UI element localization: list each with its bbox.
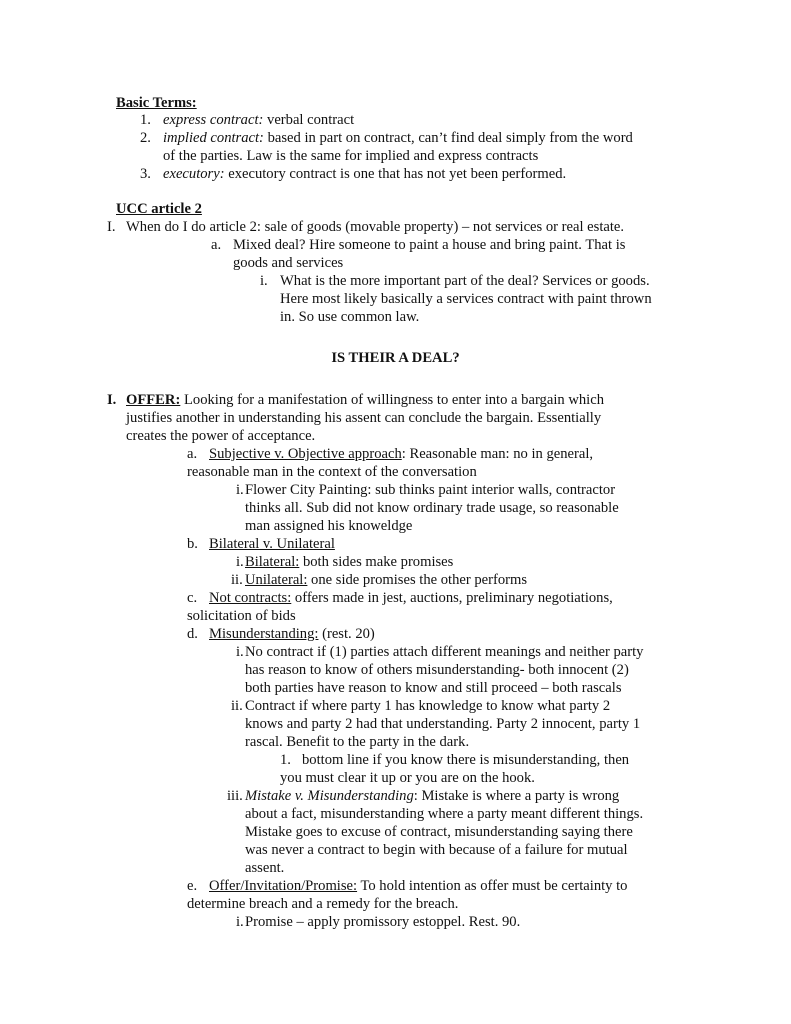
section-title: IS THEIR A DEAL? (331, 350, 460, 366)
list-number: d. (187, 626, 198, 642)
list-number: a. (211, 237, 222, 253)
basic-term-text: executory: executory contract is one that has not yet been performed. (163, 166, 567, 182)
list-number: I. (107, 392, 117, 408)
point-label: Mistake v. Misunderstanding (245, 788, 414, 804)
offer-e-subpoint-i: Promise – apply promissory estoppel. Rest. 90. (245, 914, 521, 930)
offer-d-subpoint-continuation: knows and party 2 had that understanding. Party 2 innocent, party 1 (245, 716, 641, 732)
ucc-point-a: Mixed deal? Hire someone to paint a house and bring paint. That is (233, 237, 626, 253)
offer-continuation: justifies another in understanding his assent can conclude the bargain. Essentially (126, 410, 602, 426)
offer-point-e: Offer/Invitation/Promise: To hold intention as offer must be certainty to (209, 878, 628, 894)
list-number: ii. (231, 698, 243, 714)
list-number: I. (107, 219, 116, 235)
offer-d-subpoint-continuation: Mistake goes to excuse of contract, misunderstanding saying there (245, 824, 633, 840)
list-number: a. (187, 446, 198, 462)
offer-d-subpoint-iii: Mistake v. Misunderstanding: Mistake is where a party is wrong (245, 788, 620, 804)
ucc-question: When do I do article 2: sale of goods (movable property) – not services or real estate. (126, 219, 625, 235)
term-label: express contract: (163, 112, 264, 128)
offer-point-a: Subjective v. Objective approach: Reasonable man: no in general, (209, 446, 594, 462)
offer-a-subpoint-continuation: thinks all. Sub did not know ordinary trade usage, so reasonable (245, 500, 619, 516)
list-number: 1. (280, 752, 291, 768)
offer-d-subpoint-i: No contract if (1) parties attach different meanings and neither party (245, 644, 644, 660)
point-label: Bilateral: (245, 554, 300, 570)
point-label: Subjective v. Objective approach (209, 446, 402, 462)
offer-point-a-continuation: reasonable man in the context of the conversation (187, 464, 477, 480)
basic-terms-heading: Basic Terms: (116, 95, 197, 111)
list-number: i. (236, 914, 244, 930)
list-number: i. (236, 644, 244, 660)
basic-term-continuation: of the parties. Law is the same for implied and express contracts (163, 148, 539, 164)
offer-d-subpoint-continuation: about a fact, misunderstanding where a party meant different things. (245, 806, 644, 822)
point-label: Not contracts: (209, 590, 292, 606)
list-number: c. (187, 590, 198, 606)
list-number: i. (236, 554, 244, 570)
offer-label: OFFER: (126, 392, 181, 408)
list-number: 1. (140, 112, 151, 128)
basic-term-text: implied contract: based in part on contract, can’t find deal simply from the word (163, 130, 633, 146)
offer-a-subpoint-continuation: man assigned his knoweldge (245, 518, 413, 534)
offer-heading-line: OFFER: Looking for a manifestation of willingness to enter into a bargain which (126, 392, 604, 408)
offer-point-e-continuation: determine breach and a remedy for the breach. (187, 896, 459, 912)
offer-d-ii-point-1: bottom line if you know there is misunderstanding, then (302, 752, 630, 768)
ucc-subpoint-i: What is the more important part of the deal? Services or goods. (280, 273, 650, 289)
ucc-subpoint-i-continuation: in. So use common law. (280, 309, 420, 325)
offer-point-c: Not contracts: offers made in jest, auctions, preliminary negotiations, (209, 590, 613, 606)
list-number: iii. (227, 788, 243, 804)
ucc-heading: UCC article 2 (116, 201, 202, 217)
offer-d-subpoint-continuation: both parties have reason to know and still proceed – both rascals (245, 680, 622, 696)
offer-d-subpoint-ii: Contract if where party 1 has knowledge to know what party 2 (245, 698, 611, 714)
list-number: b. (187, 536, 198, 552)
term-label: implied contract: (163, 130, 264, 146)
offer-d-subpoint-continuation: has reason to know of others misunderstanding- both innocent (2) (245, 662, 629, 678)
term-label: executory: (163, 166, 225, 182)
offer-d-ii-point-1-continuation: you must clear it up or you are on the hook. (280, 770, 535, 786)
offer-a-subpoint-i: Flower City Painting: sub thinks paint interior walls, contractor (245, 482, 616, 498)
list-number: ii. (231, 572, 243, 588)
ucc-subpoint-i-continuation: Here most likely basically a services contract with paint thrown (280, 291, 652, 307)
offer-d-subpoint-continuation: rascal. Benefit to the party in the dark. (245, 734, 470, 750)
offer-b-subpoint-i: Bilateral: both sides make promises (245, 554, 454, 570)
offer-d-subpoint-continuation: was never a contract to begin with because of a failure for mutual (245, 842, 628, 858)
point-label: Unilateral: (245, 572, 308, 588)
point-label: Misunderstanding: (209, 626, 319, 642)
offer-continuation: creates the power of acceptance. (126, 428, 316, 444)
basic-term-text: express contract: verbal contract (163, 112, 355, 128)
list-number: i. (260, 273, 268, 289)
list-number: e. (187, 878, 198, 894)
list-number: 2. (140, 130, 151, 146)
list-number: 3. (140, 166, 151, 182)
offer-point-b: Bilateral v. Unilateral (209, 536, 335, 552)
list-number: i. (236, 482, 244, 498)
point-label: Offer/Invitation/Promise: (209, 878, 358, 894)
offer-point-d: Misunderstanding: (rest. 20) (209, 626, 375, 642)
offer-d-subpoint-continuation: assent. (245, 860, 285, 876)
offer-b-subpoint-ii: Unilateral: one side promises the other performs (245, 572, 528, 588)
ucc-point-a-continuation: goods and services (233, 255, 344, 271)
offer-point-c-continuation: solicitation of bids (187, 608, 296, 624)
basic-term-item (140, 111, 151, 129)
